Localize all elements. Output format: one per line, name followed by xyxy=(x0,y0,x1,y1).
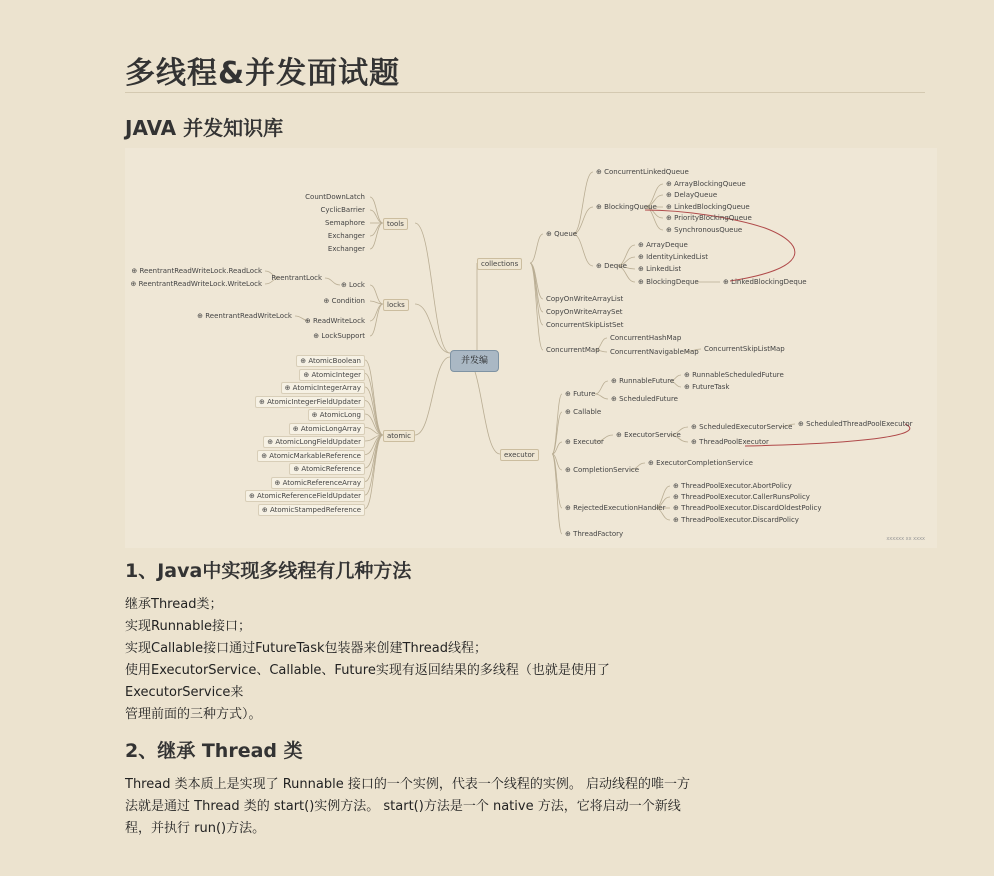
executor-item: ⊕ CompletionService xyxy=(565,466,640,474)
page-title: 多线程&并发面试题 xyxy=(125,56,401,91)
atomic-item: ⊕ AtomicInteger xyxy=(299,369,365,381)
mindmap-connector xyxy=(552,454,562,534)
mindmap-figure xyxy=(125,148,937,548)
mindmap-connector xyxy=(465,358,500,454)
locks-item: ⊕ Lock xyxy=(340,281,365,289)
executor-item: ⊕ ThreadFactory xyxy=(565,530,624,538)
blockingdeque-linkedblockingdeque: ⊕ LinkedBlockingDeque xyxy=(723,278,807,286)
locks-writelock: ⊕ ReentrantReadWriteLock.WriteLock xyxy=(130,280,262,288)
atomic-item: ⊕ AtomicBoolean xyxy=(296,355,365,367)
map-skiplistmap: ConcurrentSkipListMap xyxy=(704,345,785,353)
branch-tools: tools xyxy=(383,218,408,230)
mindmap-connector xyxy=(365,374,383,436)
tools-item: CountDownLatch xyxy=(305,193,365,201)
mindmap-connector xyxy=(415,304,450,353)
section1-line: 实现Callable接口通过FutureTask包装器来创建Thread线程； xyxy=(125,641,488,656)
executor-executorservice: ⊕ ExecutorService xyxy=(616,431,681,439)
runnablefuture-scheduled: ⊕ RunnableScheduledFuture xyxy=(684,371,784,379)
section1-line: 实现Runnable接口； xyxy=(125,619,251,634)
branch-locks: locks xyxy=(383,299,409,311)
tools-item: Exchanger xyxy=(327,232,365,240)
atomic-item: ⊕ AtomicReferenceArray xyxy=(271,477,366,489)
executor-item: ⊕ Executor xyxy=(565,438,604,446)
mindmap-watermark: xxxxxx xx xxxx xyxy=(886,536,925,542)
atomic-item: ⊕ AtomicLongFieldUpdater xyxy=(263,436,365,448)
mindmap-connector xyxy=(415,223,450,353)
tools-item: Semaphore xyxy=(324,219,365,227)
cs-executorcompletionservice: ⊕ ExecutorCompletionService xyxy=(648,459,753,467)
atomic-item: ⊕ AtomicLong xyxy=(308,409,365,421)
atomic-item: ⊕ AtomicMarkableReference xyxy=(257,450,365,462)
mindmap-connector xyxy=(573,172,593,234)
mindmap-connector xyxy=(415,357,450,435)
atomic-item: ⊕ AtomicReference xyxy=(289,463,365,475)
locks-item: ⊕ Condition xyxy=(323,297,365,305)
mindmap-connectors xyxy=(125,148,937,548)
blockingqueue-item: ⊕ DelayQueue xyxy=(666,191,718,199)
tools-item: Exchanger xyxy=(327,245,365,253)
es-scheduledexecutorservice: ⊕ ScheduledExecutorService xyxy=(691,423,793,431)
map-concurrenthashmap: ConcurrentHashMap xyxy=(610,334,682,342)
title-divider xyxy=(125,92,925,93)
section1-body xyxy=(125,594,715,726)
section1-line: 使用ExecutorService、Callable、Future实现有返回结果的多线程（也就是使用了ExecutorService来 xyxy=(125,663,610,700)
collections-item: CopyOnWriteArraySet xyxy=(546,308,623,316)
mindmap-connector xyxy=(370,223,383,249)
section2-line: 法就是通过 Thread 类的 start()实例方法。 start()方法是一个 native 方法，它将启动一个新线 xyxy=(125,799,681,814)
blockingqueue-item: ⊕ SynchronousQueue xyxy=(666,226,743,234)
executor-item: ⊕ Future xyxy=(565,390,596,398)
branch-atomic: atomic xyxy=(383,430,415,442)
mindmap-connector xyxy=(530,263,543,350)
future-runnablefuture: ⊕ RunnableFuture xyxy=(611,377,675,385)
queue-concurrentlinkedqueue: ⊕ ConcurrentLinkedQueue xyxy=(596,168,689,176)
reh-item: ⊕ ThreadPoolExecutor.DiscardPolicy xyxy=(673,516,799,524)
locks-reentrantlock: ReentrantLock xyxy=(271,274,322,282)
es-threadpoolexecutor: ⊕ ThreadPoolExecutor xyxy=(691,438,769,446)
atomic-item: ⊕ AtomicIntegerFieldUpdater xyxy=(255,396,365,408)
collections-item: CopyOnWriteArrayList xyxy=(546,295,624,303)
blockingqueue-item: ⊕ LinkedBlockingQueue xyxy=(666,203,750,211)
atomic-item: ⊕ AtomicReferenceFieldUpdater xyxy=(245,490,365,502)
collections-item: ConcurrentSkipListSet xyxy=(546,321,624,329)
atomic-item: ⊕ AtomicStampedReference xyxy=(258,504,365,516)
collections-deque: ⊕ Deque xyxy=(596,262,627,270)
section1-heading: 1、Java中实现多线程有几种方法 xyxy=(125,560,412,582)
section2-line: 程，并执行 run()方法。 xyxy=(125,821,266,836)
section2-body xyxy=(125,774,715,840)
page-subtitle: JAVA 并发知识库 xyxy=(125,116,284,140)
deque-item: ⊕ ArrayDeque xyxy=(638,241,688,249)
queue-blockingqueue: ⊕ BlockingQueue xyxy=(596,203,657,211)
reh-item: ⊕ ThreadPoolExecutor.CallerRunsPolicy xyxy=(673,493,810,501)
mindmap-connector xyxy=(365,435,383,509)
atomic-item: ⊕ AtomicIntegerArray xyxy=(281,382,365,394)
section2-line: Thread 类本质上是实现了 Runnable 接口的一个实例，代表一个线程的实例。 启动线程的唯一方 xyxy=(125,777,690,792)
mindmap-connector xyxy=(370,301,383,304)
blockingqueue-item: ⊕ PriorityBlockingQueue xyxy=(666,214,752,222)
mindmap-connector xyxy=(370,223,383,236)
future-scheduledfuture: ⊕ ScheduledFuture xyxy=(611,395,678,403)
atomic-item: ⊕ AtomicLongArray xyxy=(289,423,365,435)
reh-item: ⊕ ThreadPoolExecutor.AbortPolicy xyxy=(673,482,792,490)
blockingqueue-item: ⊕ ArrayBlockingQueue xyxy=(666,180,746,188)
branch-executor: executor xyxy=(500,449,539,461)
deque-item: ⊕ LinkedList xyxy=(638,265,682,273)
section1-line: 继承Thread类； xyxy=(125,597,223,612)
mindmap-connector xyxy=(370,210,383,223)
deque-item: ⊕ IdentityLinkedList xyxy=(638,253,708,261)
tools-item: CyclicBarrier xyxy=(320,206,365,214)
collections-queue: ⊕ Queue xyxy=(546,230,578,238)
locks-rwlock: ⊕ ReentrantReadWriteLock xyxy=(197,312,292,320)
branch-collections: collections xyxy=(477,258,522,270)
executor-item: ⊕ RejectedExecutionHandler xyxy=(565,504,666,512)
deque-item: ⊕ BlockingDeque xyxy=(638,278,699,286)
locks-item: ⊕ ReadWriteLock xyxy=(304,317,365,325)
collections-item: ConcurrentMap xyxy=(546,346,600,354)
section2-heading: 2、继承 Thread 类 xyxy=(125,740,303,762)
mindmap-center-node: 并发编 xyxy=(450,350,499,372)
locks-readlock: ⊕ ReentrantReadWriteLock.ReadLock xyxy=(131,267,262,275)
executor-item: ⊕ Callable xyxy=(565,408,602,416)
runnablefuture-futuretask: ⊕ FutureTask xyxy=(684,383,730,391)
locks-item: ⊕ LockSupport xyxy=(313,332,365,340)
ses-scheduledthreadpool: ⊕ ScheduledThreadPoolExecutor xyxy=(798,420,913,428)
mindmap-connector xyxy=(370,197,383,223)
reh-item: ⊕ ThreadPoolExecutor.DiscardOldestPolicy xyxy=(673,504,822,512)
mindmap-connector xyxy=(552,394,562,454)
section1-line: 管理前面的三种方式）。 xyxy=(125,707,262,722)
mindmap-connector xyxy=(530,263,543,325)
mindmap-connector xyxy=(530,234,543,263)
map-navigablemap: ConcurrentNavigableMap xyxy=(610,348,699,356)
